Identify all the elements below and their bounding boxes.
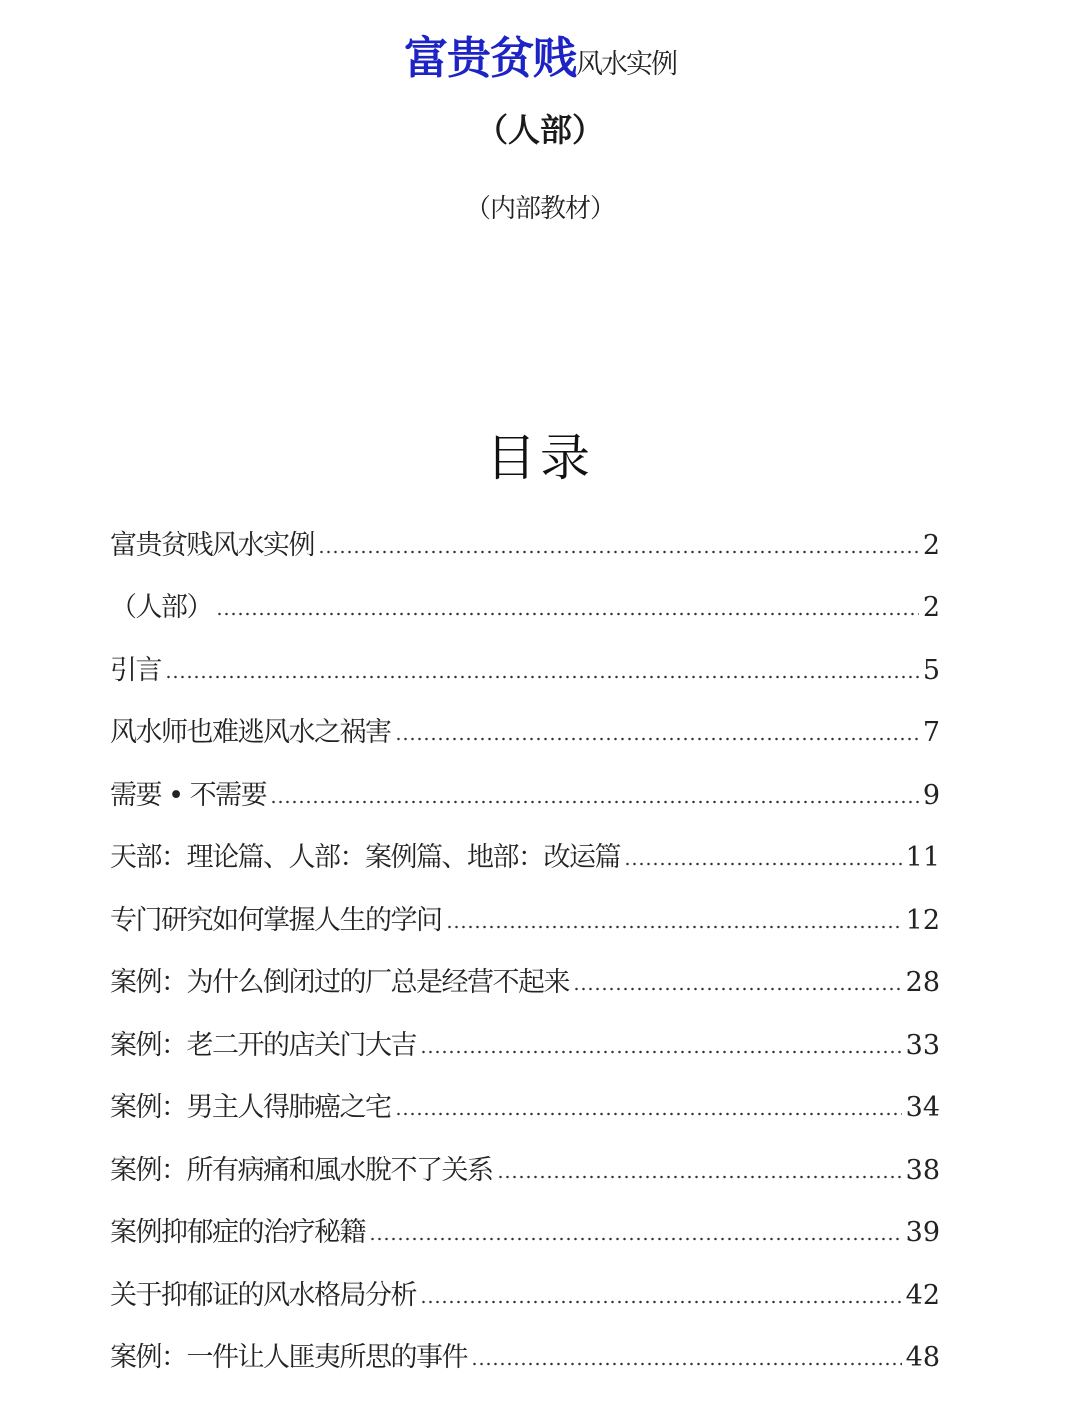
toc-entry[interactable] — [110, 1129, 940, 1192]
toc-heading: 目录 — [486, 429, 594, 487]
toc-entry-title: 案例：所有病痛和風水脫不了关系 — [110, 1154, 493, 1186]
toc-leader-dots — [446, 923, 902, 931]
toc-entry-page: 48 — [905, 1342, 940, 1373]
toc-leader-dots — [624, 860, 902, 868]
toc-entry[interactable] — [110, 692, 940, 755]
toc-entry-page: 38 — [905, 1154, 940, 1186]
table-of-contents — [110, 504, 940, 1379]
toc-entry-title: 专门研究如何掌握人生的学问 — [110, 904, 442, 936]
toc-entry-page: 39 — [905, 1217, 940, 1248]
toc-leader-dots — [420, 1048, 902, 1056]
toc-entry-title: 风水师也难逃风水之祸害 — [110, 717, 391, 748]
toc-leader-dots — [216, 610, 919, 618]
toc-entry-page: 9 — [922, 779, 940, 811]
toc-entry-title: 天部：理论篇、人部：案例篇、地部：改运篇 — [110, 842, 620, 873]
toc-entry-page: 12 — [905, 904, 940, 936]
document-subtitle: （人部） — [475, 111, 604, 149]
toc-entry-page: 2 — [922, 592, 940, 623]
toc-leader-dots — [318, 548, 919, 556]
title-main: 富贵贫贱 — [404, 33, 576, 84]
toc-entry-title: 案例：为什么倒闭过的厂总是经营不起来 — [110, 967, 569, 998]
toc-entry-title: 关于抑郁证的风水格局分析 — [110, 1279, 416, 1311]
toc-entry[interactable] — [110, 1317, 940, 1380]
toc-entry-title: 案例：男主人得肺癌之宅 — [110, 1092, 391, 1123]
toc-leader-dots — [573, 985, 902, 993]
toc-entry[interactable] — [110, 754, 940, 817]
toc-entry-title: 需要 • 不需要 — [110, 779, 267, 811]
toc-entry-title: 案例：老二开的店关门大吉 — [110, 1029, 416, 1061]
title-sub: 风水实例 — [576, 49, 676, 80]
toc-entry[interactable] — [110, 1067, 940, 1130]
toc-entry[interactable] — [110, 567, 940, 630]
toc-entry-page: 34 — [905, 1092, 940, 1123]
document-note: （内部教材） — [464, 194, 615, 224]
toc-entry[interactable] — [110, 1254, 940, 1317]
toc-leader-dots — [395, 1110, 902, 1118]
document-title — [0, 22, 1080, 86]
toc-entry-title: 富贵贫贱风水实例 — [110, 529, 314, 561]
toc-leader-dots — [497, 1173, 902, 1181]
toc-entry-title: 案例：一件让人匪夷所思的事件 — [110, 1342, 467, 1373]
toc-entry-title: 引言 — [110, 654, 161, 686]
toc-leader-dots — [270, 798, 919, 806]
toc-entry[interactable] — [110, 504, 940, 567]
toc-leader-dots — [369, 1235, 902, 1243]
toc-entry[interactable] — [110, 1192, 940, 1255]
toc-entry-title: （人部） — [110, 592, 212, 623]
toc-entry[interactable] — [110, 1004, 940, 1067]
toc-entry-page: 33 — [905, 1029, 940, 1061]
toc-entry-page: 2 — [922, 529, 940, 561]
toc-leader-dots — [395, 735, 919, 743]
toc-entry[interactable] — [110, 817, 940, 880]
toc-entry-title: 案例抑郁症的治疗秘籍 — [110, 1217, 365, 1248]
toc-entry-page: 5 — [922, 654, 940, 686]
toc-leader-dots — [471, 1360, 902, 1368]
toc-entry[interactable] — [110, 629, 940, 692]
toc-entry-page: 28 — [905, 967, 940, 998]
toc-entry[interactable] — [110, 942, 940, 1005]
toc-entry-page: 42 — [905, 1279, 940, 1311]
toc-entry-page: 7 — [922, 717, 940, 748]
toc-leader-dots — [420, 1298, 902, 1306]
toc-entry[interactable] — [110, 879, 940, 942]
toc-leader-dots — [165, 673, 919, 681]
toc-entry-page: 11 — [905, 842, 940, 873]
